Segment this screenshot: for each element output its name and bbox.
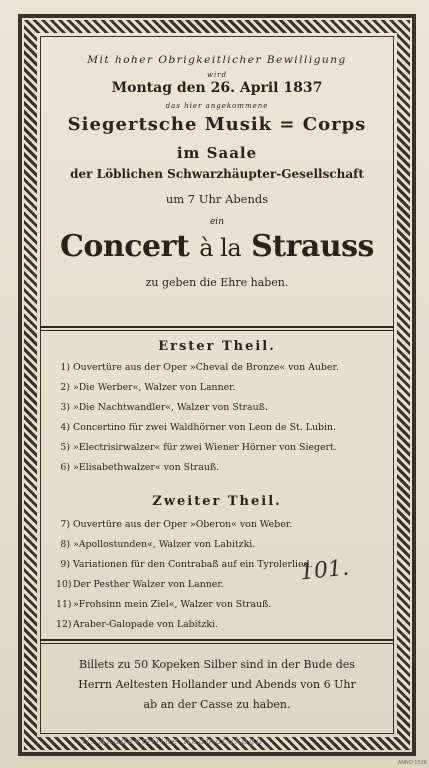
tickets-line-3: ab an der Casse zu haben. — [143, 698, 291, 711]
program-item-number: 1) — [60, 362, 70, 373]
program-item-text: Ouvertüre aus der Oper »Cheval de Bronze« von Auber. — [73, 362, 339, 373]
honor-line: zu geben die Ehre haben. — [145, 276, 289, 289]
society-line: der Löblichen Schwarzhäupter-Gesellschaft — [70, 167, 364, 181]
program-item-number: 9) — [60, 559, 70, 570]
permission-line: Mit hoher Obrigkeitlicher Bewilligung — [87, 54, 347, 66]
program-item-text: Concertino für zwei Waldhörner von Leon de St. Lubin. — [73, 422, 336, 433]
poster-content — [40, 36, 394, 734]
corps-title: Siegertsche Musik = Corps — [67, 114, 367, 135]
program-item — [56, 382, 386, 393]
divider-bottom-1 — [40, 639, 394, 641]
part2-title: Zweiter Theil. — [152, 494, 282, 509]
date-line: Montag den 26. April 1837 — [111, 80, 323, 96]
program-item-number: 4) — [60, 422, 70, 433]
program-item-text: »Frohsinn mein Ziel«, Walzer von Strauß. — [73, 599, 272, 610]
program-item — [56, 462, 386, 473]
program-item — [56, 599, 386, 610]
program-item-text: »Electrisirwalzer« für zwei Wiener Hörner von Siegert. — [73, 442, 337, 453]
wird-line: wird — [206, 71, 228, 79]
divider-top-1 — [40, 326, 394, 328]
program-item-text: »Die Nachtwandler«, Walzer von Strauß. — [73, 402, 268, 413]
program-item-number: 8) — [60, 539, 70, 550]
a-la-word: à la — [199, 234, 242, 262]
concert-title — [40, 229, 394, 264]
program-item-number: 5) — [60, 442, 70, 453]
part1-title: Erster Theil. — [158, 339, 276, 354]
program-item — [56, 539, 386, 550]
corner-mark: ANNO 1526 — [397, 760, 427, 766]
library-stamp: Ü. Akadeemiline Raamatukogu — [82, 737, 264, 747]
concert-word: Concert — [60, 229, 190, 264]
ein-line: ein — [209, 217, 224, 227]
strauss-word: Strauss — [251, 229, 374, 264]
program-item-text: Variationen für den Contrabaß auf ein Tyrolerlied. — [73, 559, 313, 570]
program-item — [56, 362, 386, 373]
program-item-number: 3) — [60, 402, 70, 413]
saale-line: im Saale — [176, 144, 258, 162]
program-item-number: 2) — [60, 382, 70, 393]
program-item-text: »Die Werber«, Walzer von Lanner. — [73, 382, 236, 393]
tickets-line-2: Herrn Aeltesten Hollander und Abends von 6 Uhr — [78, 678, 356, 691]
program-item-text: Der Pesther Walzer von Lanner. — [73, 579, 224, 590]
divider-bottom-2 — [40, 643, 394, 644]
program-item — [56, 519, 386, 530]
program-item-text: Ouvertüre aus der Oper »Oberon« von Weber. — [73, 519, 293, 530]
program-item — [56, 402, 386, 413]
program-item-number: 6) — [60, 462, 70, 473]
program-item — [56, 422, 386, 433]
time-line: um 7 Uhr Abends — [165, 192, 269, 206]
program-item-number: 10) — [56, 579, 72, 590]
program-item-number: 12) — [56, 619, 72, 630]
program-item-text: Araber-Galopade von Labitzki. — [73, 619, 219, 630]
handwritten-number: 101. — [298, 555, 351, 586]
program-item-text: »Elisabethwalzer« von Strauß. — [73, 462, 220, 473]
program-item-number: 7) — [60, 519, 70, 530]
program-item — [56, 442, 386, 453]
tickets-line-1: Billets zu 50 Kopeken Silber sind in der Bude des — [79, 658, 355, 671]
divider-top-2 — [40, 330, 394, 331]
program-item-text: »Apollostunden«, Walzer von Labitzki. — [73, 539, 256, 550]
arrived-line: das hier angekommene — [165, 102, 269, 110]
program-item-number: 11) — [56, 599, 72, 610]
program-item — [56, 619, 386, 630]
